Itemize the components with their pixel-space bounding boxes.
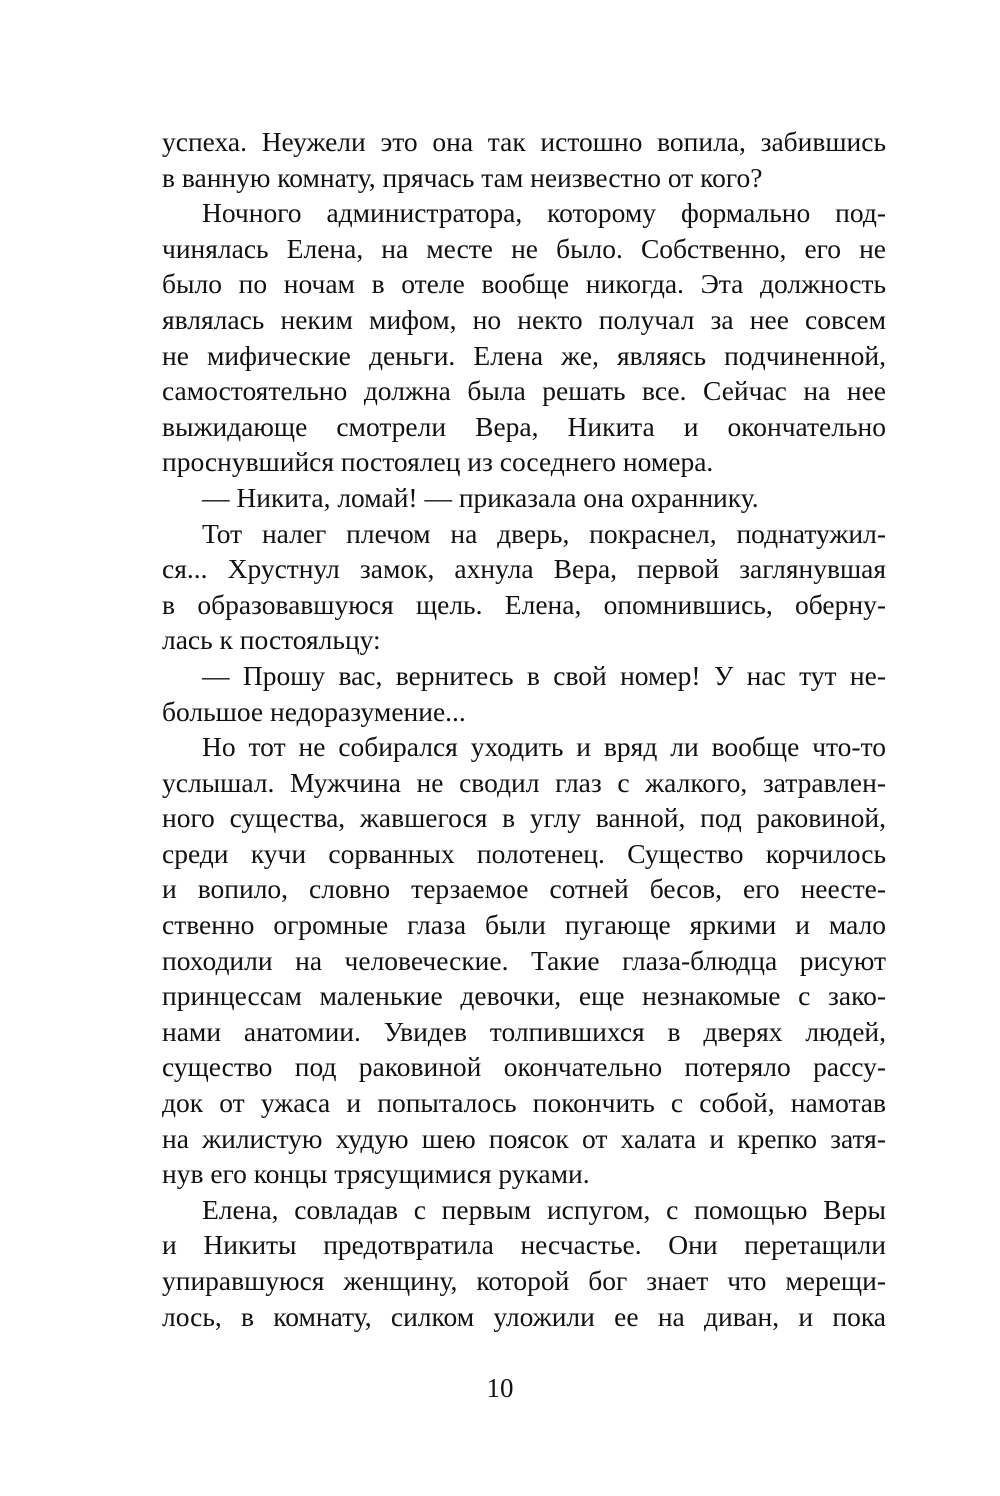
text-line: лась к постояльцу: (162, 624, 381, 656)
text-line: док от ужаса и попыталось покончить с собой, намотав (162, 1087, 886, 1119)
text-line: ственно огромные глаза были пугающе яркими и мало (162, 909, 886, 941)
text-line: большое недоразумение... (162, 695, 466, 727)
text-line: Ночного администратора, которому формально под- (202, 197, 886, 229)
text-line: лось, в комнату, силком уложили ее на диван, и пока (162, 1300, 886, 1332)
text-line: и вопило, словно терзаемое сотней бесов, его неесте- (162, 873, 886, 905)
text-line: выжидающе смотрели Вера, Никита и окончательно (162, 410, 886, 442)
text-line: упиравшуюся женщину, которой бог знает что мерещи- (162, 1265, 886, 1296)
text-line: успеха. Неужели это она так истошно вопила, забившись (162, 126, 886, 157)
text-line: проснувшийся постоялец из соседнего номера. (162, 446, 714, 478)
text-line: Елена, совладав с первым испугом, с помощью Веры (202, 1193, 886, 1225)
text-line: — Никита, ломай! — приказала она охраннику. (202, 481, 759, 513)
body-text (162, 124, 886, 1334)
text-line: самостоятельно должна была решать все. Сейчас на нее (162, 375, 886, 407)
page-number: 10 (486, 1373, 514, 1403)
text-line: принцессам маленькие девочки, еще незнакомые с зако- (162, 980, 886, 1012)
text-line: Но тот не собирался уходить и вряд ли вообще что-то (202, 731, 886, 763)
text-line: нами анатомии. Увидев толпившихся в дверях людей, (162, 1015, 886, 1047)
text-line: чинялась Елена, на месте не было. Собственно, его не (162, 232, 886, 264)
text-line: среди кучи сорванных полотенец. Существо корчилось (162, 837, 886, 869)
text-line: ного существа, жавшегося в углу ванной, под раковиной, (162, 802, 886, 834)
text-line: походили на человеческие. Такие глаза-блюдца рисуют (162, 944, 886, 976)
text-line: на жилистую худую шею поясок от халата и крепко затя- (162, 1122, 886, 1154)
text-line: в образовавшуюся щель. Елена, опомнившись, оберну- (162, 588, 886, 620)
text-line: было по ночам в отеле вообще никогда. Эта должность (162, 268, 886, 300)
text-line: являлась неким мифом, но некто получал за нее совсем (162, 303, 886, 335)
text-line: существо под раковиной окончательно потеряло рассу- (162, 1051, 886, 1083)
text-line: — Прошу вас, вернитесь в свой номер! У нас тут не- (202, 659, 886, 691)
text-line: услышал. Мужчина не сводил глаз с жалкого, затравлен- (162, 766, 886, 798)
text-line: ся... Хрустнул замок, ахнула Вера, первой заглянувшая (162, 553, 886, 585)
text-line: Тот налег плечом на дверь, покраснел, поднатужил- (202, 517, 886, 549)
text-line: в ванную комнату, прячась там неизвестно от кого? (162, 161, 763, 193)
text-line: нув его концы трясущимися руками. (162, 1158, 590, 1190)
text-line: и Никиты предотвратила несчастье. Они перетащили (162, 1229, 886, 1261)
text-line: не мифические деньги. Елена же, являясь подчиненной, (162, 339, 886, 371)
